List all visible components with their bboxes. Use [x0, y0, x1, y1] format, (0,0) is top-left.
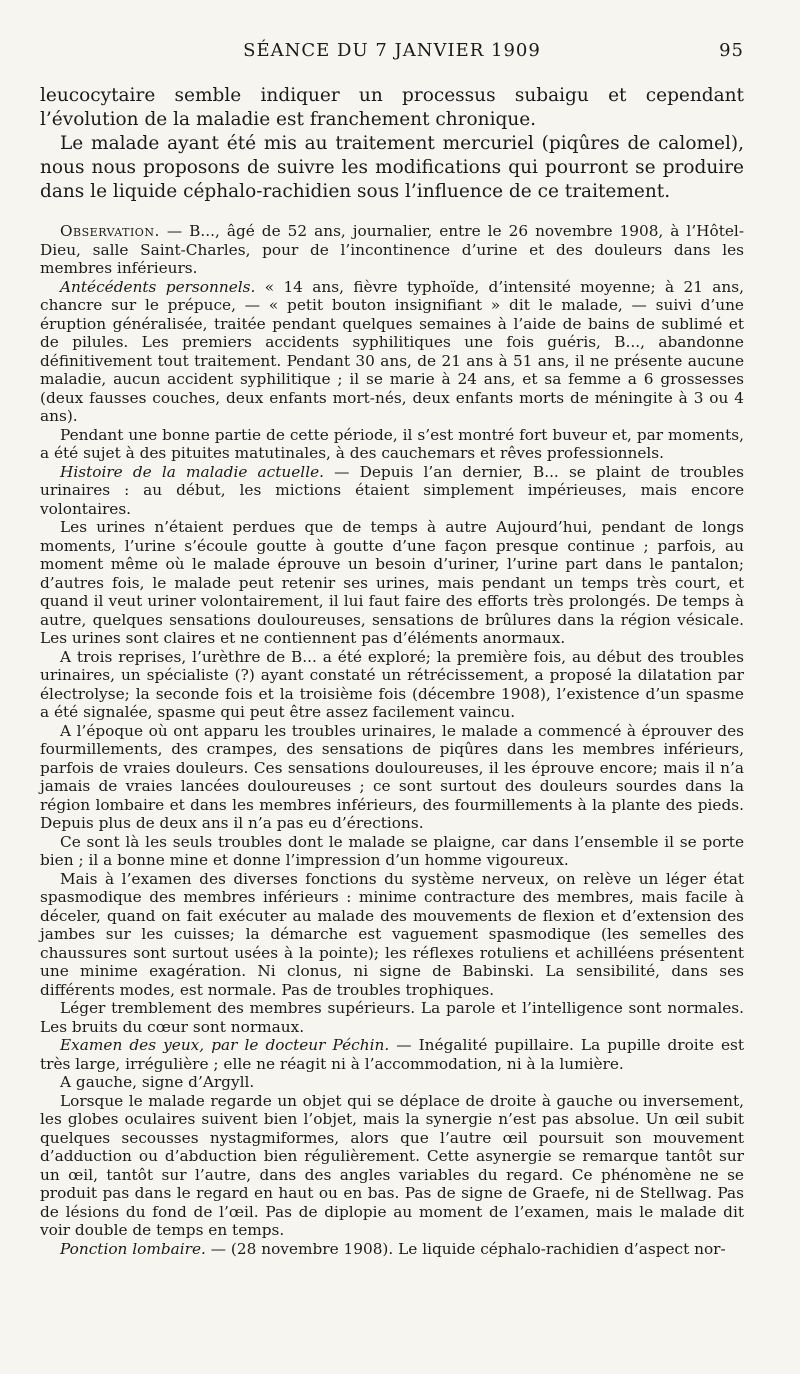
observation-paragraph: [40, 999, 744, 1036]
observation-paragraph: [40, 722, 744, 833]
intro-section: [40, 84, 744, 204]
observation-paragraph: [40, 222, 744, 278]
paragraph-text: — (28 novembre 1908). Le liquide céphalo-rachidien d’aspect nor-: [205, 1239, 726, 1258]
observation-section: [40, 222, 744, 1258]
observation-paragraph: [40, 1240, 744, 1259]
running-title: SÉANCE DU 7 JANVIER 1909: [243, 40, 541, 61]
observation-paragraph: [40, 278, 744, 426]
paragraph-text: Pendant une bonne partie de cette période, il s’est montré fort buveur et, par moments, a été sujet à des pituites matutinales, à des cauchemars et rêves professionnels.: [40, 425, 744, 462]
paragraph-lead: Histoire de la maladie actuelle.: [60, 462, 324, 481]
paragraph-lead: Examen des yeux, par le docteur Péchin.: [60, 1036, 390, 1054]
paragraph-text: A gauche, signe d’Argyll.: [60, 1073, 255, 1091]
observation-paragraph: [40, 518, 744, 648]
observation-paragraph: [40, 1036, 744, 1073]
observation-paragraph: [40, 833, 744, 870]
paragraph-text: Ce sont là les seuls troubles dont le malade se plaigne, car dans l’ensemble il se porte bien ; il a bonne mine et donne l’impression d’un homme vigoureux.: [40, 832, 744, 869]
paragraph-text: — Inégalité pupillaire. La pupille droite est très large, irrégulière ; elle ne réagit ni à l’accommodation, ni à la lumière.: [40, 1036, 745, 1073]
paragraph-text: — B..., âgé de 52 ans, journalier, entre le 26 novembre 1908, à l’Hôtel-Dieu, salle Saint-Charles, pour de l’incontinence d’urine et des douleurs dans les membres inférieurs.: [40, 222, 744, 277]
observation-paragraph: [40, 870, 744, 1000]
paragraph-text: « 14 ans, fièvre typhoïde, d’intensité moyenne; à 21 ans, chancre sur le prépuce, — « petit bouton insignifiant » dit le malade, — suivi d’une éruption généralisée, traitée pendant quelques semaines à l’aide de bains de sublimé et de pilules. Les premiers accidents syphilitiques une fois guéris, B..., abandonne définitivement tout traitement. Pendant 30 ans, de 21 ans à 51 ans, il ne présente aucune maladie, aucun accident syphilitique ; il se marie à 24 ans, et sa femme a 6 grossesses (deux fausses couches, deux enfants mort-nés, deux enfants morts de méningite à 3 ou 4 ans).: [40, 277, 744, 425]
observation-paragraph: [40, 463, 744, 519]
paragraph-text: Lorsque le malade regarde un objet qui se déplace de droite à gauche ou inversement, les globes oculaires suivent bien l’objet, mais la synergie n’est pas absolue. Un œil subit quelques secousses nystagmiformes, alors que l’autre œil poursuit son mouvement d’adduction ou d’abduction bien régulièrement. Cette asynergie se remarque tantôt sur un œil, tantôt sur l’autre, dans des angles variables du regard. Ce phénomène ne se produit pas dans le regard en haut ou en bas. Pas de signe de Graefe, ni de Stellwag. Pas de lésions du fond de l’œil. Pas de diplopie au moment de l’examen, mais le malade dit voir double de temps en temps.: [40, 1091, 744, 1239]
observation-paragraph: [40, 648, 744, 722]
paragraph-text: — Depuis l’an dernier, B... se plaint de troubles urinaires : au début, les mictions étaient simplement impérieuses, mais encore volontaires.: [40, 462, 744, 518]
paragraph-text: Mais à l’examen des diverses fonctions du système nerveux, on relève un léger état spasmodique des membres inférieurs : minime contracture des membres, mais facile à déceler, quand on fait exécuter au malade des mouvements de flexion et d’extension des jambes sur les cuisses; la démarche est vaguement spasmodique (les semelles des chaussures sont surtout usées à la pointe); les réflexes rotuliens et achilléens présentent une minime exagération. Ni clonus, ni signe de Babinski. La sensibilité, dans ses différents modes, est normale. Pas de troubles trophiques.: [40, 869, 744, 999]
intro-paragraph: leucocytaire semble indiquer un processus subaigu et cependant l’évolution de la maladie est franchement chronique.: [40, 85, 744, 130]
paragraph-lead: Observation.: [60, 222, 160, 240]
paragraph-text: Léger tremblement des membres supérieurs. La parole et l’intelligence sont normales. Les bruits du cœur sont normaux.: [40, 999, 744, 1036]
observation-paragraph: [40, 426, 744, 463]
page-number: 95: [719, 40, 744, 61]
paragraph-lead: Antécédents personnels.: [60, 277, 256, 296]
observation-paragraph: [40, 1092, 744, 1240]
paragraph-text: A l’époque où ont apparu les troubles urinaires, le malade a commencé à éprouver des fourmillements, des crampes, des sensations de piqûres dans les membres inférieurs, parfois de vraies douleurs. Ces sensations douloureuses, il les éprouve encore; mais il n’a jamais de vraies lancées douloureuses ; ce sont surtout des douleurs sourdes dans la région lombaire et dans les membres inférieurs, des fourmillements à la plante des pieds. Depuis plus de deux ans il n’a pas eu d’érections.: [40, 721, 744, 832]
paragraph-text: Les urines n’étaient perdues que de temps à autre Aujourd’hui, pendant de longs moments, l’urine s’écoule goutte à goutte d’une façon presque continue ; parfois, au moment même où le malade éprouve un besoin d’uriner, l’urine part dans le pantalon; d’autres fois, le malade peut retenir ses urines, mais pendant un temps très court, et quand il veut uriner volontairement, il lui faut faire des efforts très prolongés. De temps à autre, quelques sensations douloureuses, sensations de brûlures dans la région vésicale. Les urines sont claires et ne contiennent pas d’éléments anormaux.: [40, 518, 744, 647]
observation-paragraph: [40, 1073, 744, 1092]
intro-paragraph: Le malade ayant été mis au traitement mercuriel (piqûres de calomel), nous nous proposons de suivre les modifications qui pourront se produire dans le liquide céphalo-rachidien sous l’influence de ce traitement.: [40, 133, 744, 202]
paragraph-text: A trois reprises, l’urèthre de B... a été exploré; la première fois, au début des troubles urinaires, un spécialiste (?) ayant constaté un rétrécissement, a proposé la dilatation par électrolyse; la seconde fois et la troisième fois (décembre 1908), l’existence d’un spasme a été signalée, spasme qui peut être assez facilement vaincu.: [40, 647, 744, 721]
page-header: [40, 40, 744, 70]
paragraph-lead: Ponction lombaire.: [60, 1239, 206, 1258]
